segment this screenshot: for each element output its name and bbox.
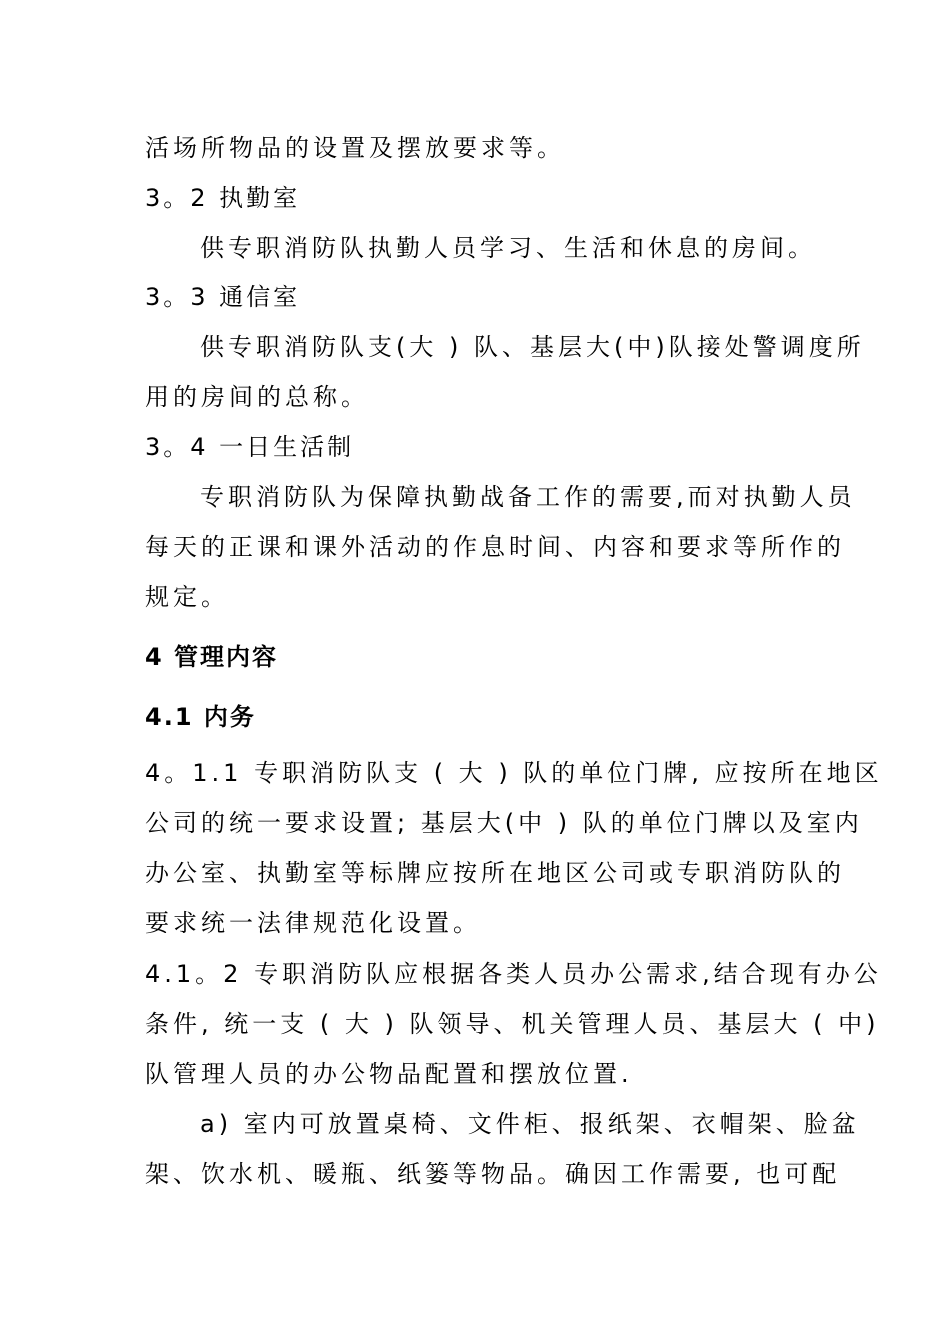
text-line: 公司的统一要求设置; 基层大(中 ) 队的单位门牌以及室内 [145,809,863,837]
text-line: 用的房间的总称。 [145,383,369,411]
list-item-a: a) 室内可放置桌椅、文件柜、报纸架、衣帽架、脸盆 [200,1110,860,1138]
text-line: 活场所物品的设置及摆放要求等。 [145,134,565,162]
clause-4-1-2: 4.1。2 专职消防队应根据各类人员办公需求,结合现有办公 [145,960,882,988]
text-line: 供专职消防队执勤人员学习、生活和休息的房间。 [200,234,816,262]
text-line: 要求统一法律规范化设置。 [145,909,481,937]
text-line: 条件, 统一支 ( 大 ) 队领导、机关管理人员、基层大 ( 中) [145,1010,880,1038]
section-heading-3-2: 3。2 执勤室 [145,184,301,212]
clause-4-1-1: 4。1.1 专职消防队支 ( 大 ) 队的单位门牌, 应按所在地区 [145,759,883,787]
text-line: 供专职消防队支(大 ) 队、基层大(中)队接处警调度所 [200,333,865,361]
text-line: 办公室、执勤室等标牌应按所在地区公司或专职消防队的 [145,859,845,887]
text-line: 专职消防队为保障执勤战备工作的需要,而对执勤人员 [200,483,856,511]
text-line: 队管理人员的办公物品配置和摆放位置. [145,1060,633,1088]
text-line: 每天的正课和课外活动的作息时间、内容和要求等所作的 [145,533,845,561]
section-heading-4-1: 4.1 内务 [145,703,256,731]
text-line: 架、饮水机、暖瓶、纸篓等物品。确因工作需要, 也可配 [145,1160,841,1188]
section-heading-3-3: 3。3 通信室 [145,283,301,311]
section-heading-4: 4 管理内容 [145,643,279,671]
text-line: 规定。 [145,583,229,611]
section-heading-3-4: 3。4 一日生活制 [145,433,355,461]
